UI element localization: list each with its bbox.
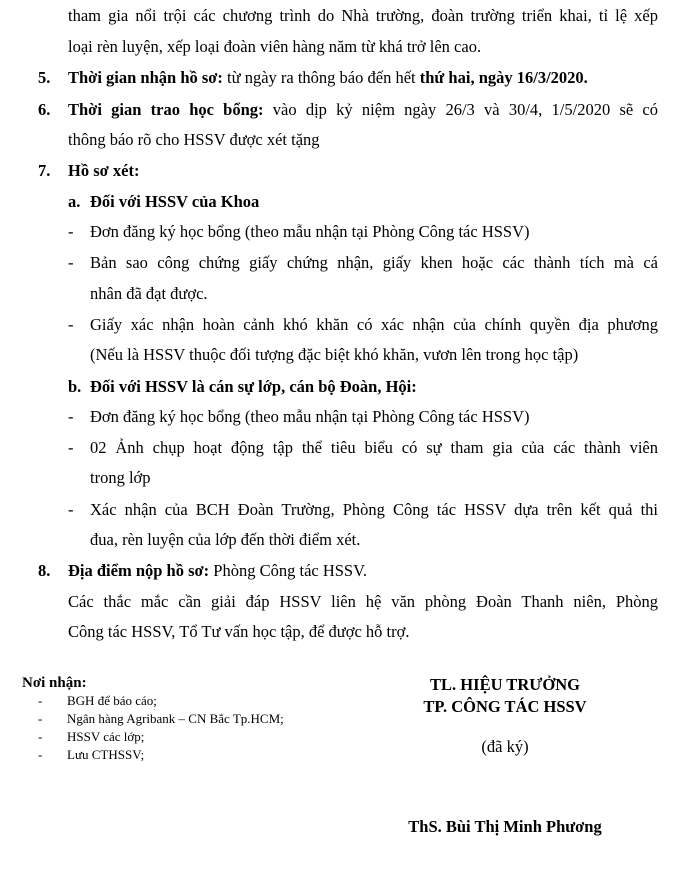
item-6-text xyxy=(68,99,658,121)
item-number: 8. xyxy=(38,561,51,580)
signature-title-line2: TP. CÔNG TÁC HSSV xyxy=(423,697,587,716)
recipient-item: Ngân hàng Agribank – CN Bắc Tp.HCM; xyxy=(67,711,284,726)
text-line: thông báo rõ cho HSSV được xét tặng xyxy=(68,130,320,149)
text-line: loại rèn luyện, xếp loại đoàn viên hàng năm từ khá trở lên cao. xyxy=(68,37,482,56)
item-6-body: vào dịp kỷ niệm ngày 26/3 và 30/4, 1/5/2020 sẽ có xyxy=(263,100,658,119)
bullet-dash: - xyxy=(68,253,74,272)
list-item-continued: (Nếu là HSSV thuộc đối tượng đặc biệt khó khăn, vươn lên trong học tập) xyxy=(90,345,579,364)
item-5-label: Thời gian nhận hồ sơ: xyxy=(68,68,223,87)
item-6-label: Thời gian trao học bổng: xyxy=(68,100,264,119)
recipient-item: BGH để báo cáo; xyxy=(67,693,157,708)
item-8-body: Phòng Công tác HSSV. xyxy=(209,561,368,580)
signature-signed-note: (đã ký) xyxy=(481,737,529,756)
text-line: Các thắc mắc cần giải đáp HSSV liên hệ văn phòng Đoàn Thanh niên, Phòng xyxy=(68,592,658,611)
item-number: 5. xyxy=(38,68,51,87)
bullet-dash: - xyxy=(68,222,74,241)
bullet-dash: - xyxy=(38,729,43,744)
list-item: Bản sao công chứng giấy chứng nhận, giấy khen hoặc các thành tích mà cá xyxy=(90,253,658,272)
item-8-label: Địa điểm nộp hồ sơ: xyxy=(68,561,210,580)
item-5-body: từ ngày ra thông báo đến hết xyxy=(222,68,420,87)
recipients-heading: Nơi nhận: xyxy=(22,675,87,691)
recipient-item: Lưu CTHSSV; xyxy=(67,747,145,762)
text-line: Công tác HSSV, Tổ Tư vấn học tập, để được hỗ trợ. xyxy=(68,622,410,641)
list-item-continued: đua, rèn luyện của lớp đến thời điểm xét. xyxy=(90,530,361,549)
bullet-dash: - xyxy=(68,500,74,519)
item-number: 7. xyxy=(38,161,51,180)
list-item: Xác nhận của BCH Đoàn Trường, Phòng Công tác HSSV dựa trên kết quả thi xyxy=(90,500,658,519)
bullet-dash: - xyxy=(38,747,43,762)
list-item: 02 Ảnh chụp hoạt động tập thể tiêu biểu có sự tham gia của các thành viên xyxy=(90,438,658,457)
list-item: Đơn đăng ký học bổng (theo mẫu nhận tại Phòng Công tác HSSV) xyxy=(90,222,530,241)
item-5-date: thứ hai, ngày 16/3/2020. xyxy=(419,68,588,87)
item-7-label: Hồ sơ xét: xyxy=(68,161,140,180)
subsection-b-heading: b. Đối với HSSV là cán sự lớp, cán bộ Đoàn, Hội: xyxy=(68,377,417,396)
bullet-dash: - xyxy=(68,438,74,457)
bullet-dash: - xyxy=(38,711,43,726)
list-item: Đơn đăng ký học bổng (theo mẫu nhận tại Phòng Công tác HSSV) xyxy=(90,407,530,426)
bullet-dash: - xyxy=(68,315,74,334)
signature-title-line1: TL. HIỆU TRƯỞNG xyxy=(430,675,580,694)
list-item: Giấy xác nhận hoàn cảnh khó khăn có xác nhận của chính quyền địa phương xyxy=(90,315,658,334)
text-line: tham gia nổi trội các chương trình do Nhà trường, đoàn trường triển khai, tỉ lệ xếp xyxy=(68,6,658,25)
item-8-text xyxy=(68,560,367,582)
item-5-text xyxy=(68,67,588,89)
list-item-continued: trong lớp xyxy=(90,468,151,487)
bullet-dash: - xyxy=(38,693,43,708)
bullet-dash: - xyxy=(68,407,74,426)
list-item-continued: nhân đã đạt được. xyxy=(90,284,208,303)
item-number: 6. xyxy=(38,100,51,119)
recipient-item: HSSV các lớp; xyxy=(67,729,145,744)
subsection-a-heading: a. Đối với HSSV của Khoa xyxy=(68,192,260,211)
signatory-name: ThS. Bùi Thị Minh Phương xyxy=(408,817,602,836)
